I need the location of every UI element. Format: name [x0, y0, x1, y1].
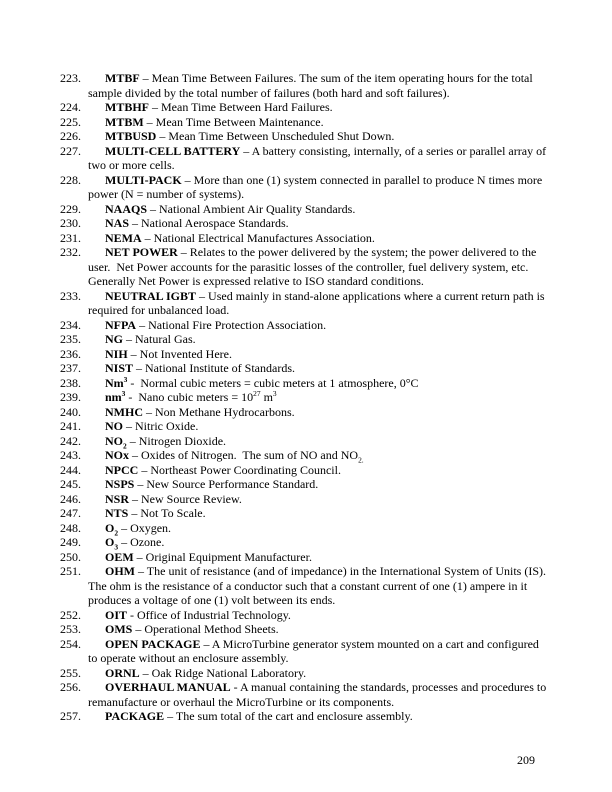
entry-term: NO	[105, 433, 123, 448]
entry-text: – Ozone.	[118, 535, 165, 549]
entry-term: NTS	[105, 506, 129, 520]
page-number: 209	[517, 753, 535, 767]
entry-text: – Mean Time Between Failures. The sum of the item operating hours for the total sample divided by the total number of failures (both hard and soft failures).	[88, 71, 536, 100]
entry-term: 3	[121, 389, 126, 398]
glossary-entry	[60, 405, 550, 420]
entry-text: – Not Invented Here.	[127, 346, 232, 361]
entry-number: 237.	[60, 361, 81, 375]
entry-term: NOx	[105, 448, 129, 462]
entry-term: 2	[123, 440, 127, 450]
glossary-entry	[60, 202, 550, 217]
entry-number: 230.	[60, 216, 81, 230]
entry-number: 256.	[60, 680, 81, 694]
entry-text: - A manual containing the standards, processes and procedures to remanufacture or overhaul the MicroTurbine or its components.	[88, 680, 550, 709]
entry-text: – Nitrogen Dioxide.	[126, 433, 227, 448]
glossary-entry	[60, 71, 550, 100]
glossary-entry	[60, 622, 550, 637]
entry-number: 231.	[60, 230, 81, 245]
entry-number: 248.	[60, 520, 81, 535]
entry-text: – National Aerospace Standards.	[129, 216, 289, 230]
entry-number: 253.	[60, 622, 81, 636]
entry-number: 244.	[60, 462, 81, 477]
entry-text: – National Institute of Standards.	[133, 361, 295, 375]
glossary-entry	[60, 463, 550, 478]
glossary-entry	[60, 173, 550, 202]
entry-text: – National Electrical Manufactures Association.	[141, 230, 375, 245]
entry-term: MTBUSD	[105, 129, 157, 143]
glossary-entry	[60, 477, 550, 492]
entry-number: 228.	[60, 172, 81, 187]
entry-number: 246.	[60, 491, 81, 506]
entry-text: - Normal cubic meters = cubic meters at 1 atmosphere, 0°C	[127, 375, 419, 390]
entry-text: – Oxides of Nitrogen. The sum of NO and NO	[129, 448, 359, 462]
glossary-entry	[60, 419, 550, 434]
glossary-entry	[60, 666, 550, 681]
entry-text: – Mean Time Between Hard Failures.	[149, 100, 333, 114]
entry-text: – Original Equipment Manufacturer.	[133, 549, 312, 564]
glossary-entry	[60, 332, 550, 347]
entry-number: 241.	[60, 419, 81, 433]
glossary-entry	[60, 115, 550, 130]
glossary-entry	[60, 521, 550, 536]
glossary-entry	[60, 216, 550, 231]
entry-number: 254.	[60, 636, 81, 651]
entry-term: NG	[105, 332, 123, 346]
glossary-entry	[60, 680, 550, 709]
entry-term: NSPS	[105, 477, 135, 491]
entry-number: 251.	[60, 564, 81, 578]
entry-term: 2	[114, 527, 119, 537]
entry-text: – Natural Gas.	[123, 332, 196, 346]
entry-term: O	[105, 535, 115, 549]
entry-number: 225.	[60, 114, 81, 129]
entry-number: 255.	[60, 665, 81, 680]
glossary-entry	[60, 144, 550, 173]
entry-text: – Relates to the power delivered by the system; the power delivered to the user. Net Power accounts for the parasitic losses of the controller, fuel delivery system, etc. Generally Net Power is expressed relative to ISO standard conditions.	[88, 245, 540, 288]
entry-number: 238.	[60, 375, 81, 390]
entry-number: 245.	[60, 477, 81, 491]
glossary-entry	[60, 506, 550, 521]
entry-text: – A battery consisting, internally, of a series or parallel array of two or more cells.	[88, 143, 550, 172]
entry-term: MTBHF	[105, 100, 149, 114]
entry-term: NEMA	[105, 230, 142, 245]
entry-term: NSR	[105, 491, 130, 506]
entry-text: – Mean Time Between Unscheduled Shut Down.	[156, 129, 395, 143]
entry-term: OVERHAUL MANUAL	[105, 680, 231, 694]
glossary-entry	[60, 376, 550, 391]
entry-term: OIT	[105, 607, 128, 622]
entry-term: O	[105, 520, 115, 535]
glossary-entry	[60, 637, 550, 666]
entry-term: PACKAGE	[105, 709, 165, 723]
glossary-entry	[60, 492, 550, 507]
entry-term: NPCC	[105, 462, 139, 477]
entry-number: 233.	[60, 288, 81, 303]
glossary-entry	[60, 448, 550, 463]
entry-text: – National Fire Protection Association.	[136, 317, 327, 332]
entry-text: – Nitric Oxide.	[123, 419, 199, 433]
glossary-entry	[60, 361, 550, 376]
entry-number: 252.	[60, 607, 81, 622]
glossary-entry	[60, 129, 550, 144]
entry-term: NO	[105, 419, 123, 433]
entry-text: – Oxygen.	[118, 520, 172, 535]
entry-text: m	[260, 390, 273, 404]
entry-number: 242.	[60, 433, 81, 448]
entry-term: MTBF	[105, 71, 140, 85]
entry-number: 236.	[60, 346, 81, 361]
entry-text: – New Source Review.	[129, 491, 242, 506]
entry-text: – Used mainly in stand-alone applications where a current return path is required for unbalanced load.	[88, 288, 548, 317]
entry-term: NAAQS	[105, 201, 148, 216]
entry-text: 2.	[358, 455, 364, 465]
glossary-entry	[60, 245, 550, 289]
entry-text: – Not To Scale.	[128, 506, 206, 520]
entry-term: ORNL	[105, 665, 140, 680]
entry-number: 257.	[60, 709, 81, 723]
glossary-entry	[60, 347, 550, 362]
entry-term: NET POWER	[105, 245, 178, 259]
entry-term: MTBM	[105, 114, 144, 129]
glossary-entry	[60, 709, 550, 724]
glossary-entry	[60, 434, 550, 449]
entry-text: – Oak Ridge National Laboratory.	[139, 665, 307, 680]
entry-number: 234.	[60, 317, 81, 332]
entry-text: – Northeast Power Coordinating Council.	[138, 462, 341, 477]
glossary-entry	[60, 550, 550, 565]
entry-text: - Office of Industrial Technology.	[127, 607, 291, 622]
glossary-list	[60, 71, 550, 724]
entry-text: – Operational Method Sheets.	[132, 622, 279, 636]
entry-number: 243.	[60, 448, 81, 462]
entry-text: - Nano cubic meters = 10	[125, 390, 254, 404]
entry-text: 27	[253, 389, 261, 398]
glossary-entry	[60, 608, 550, 623]
entry-text: – More than one (1) system connected in parallel to produce N times more power (N = number of systems).	[88, 172, 546, 201]
entry-text: – The sum total of the cart and enclosure assembly.	[164, 709, 413, 723]
glossary-entry	[60, 289, 550, 318]
entry-term: MULTI-CELL BATTERY	[105, 143, 241, 158]
glossary-entry	[60, 535, 550, 550]
entry-number: 223.	[60, 71, 81, 85]
entry-text: – A MicroTurbine generator system mounted on a cart and configured to operate without an enclosure assembly.	[88, 636, 542, 665]
entry-term: MULTI-PACK	[105, 172, 182, 187]
entry-term: 3	[123, 374, 128, 384]
entry-text: – Mean Time Between Maintenance.	[143, 114, 324, 129]
entry-term: OPEN PACKAGE	[105, 636, 201, 651]
entry-term: NIST	[105, 361, 134, 375]
entry-term: OEM	[105, 549, 134, 564]
entry-text: – The unit of resistance (and of impedance) in the International System of Units (IS). The ohm is the resistance of a conductor such that a constant current of one (1) ampere in it produces a voltage of one (1) volt between its ends.	[88, 564, 552, 607]
entry-number: 232.	[60, 245, 81, 259]
entry-term: NMHC	[105, 404, 143, 419]
entry-number: 250.	[60, 549, 81, 564]
entry-number: 239.	[60, 390, 81, 404]
entry-text: – New Source Performance Standard.	[134, 477, 319, 491]
entry-text: – National Ambient Air Quality Standards.	[147, 201, 356, 216]
glossary-entry	[60, 100, 550, 115]
entry-number: 240.	[60, 404, 81, 419]
entry-number: 247.	[60, 506, 81, 520]
entry-term: OHM	[105, 564, 135, 578]
entry-term: NEUTRAL IGBT	[105, 288, 197, 303]
glossary-entry	[60, 318, 550, 333]
entry-term: 3	[114, 542, 119, 552]
entry-term: nm	[105, 390, 122, 404]
entry-term: NIH	[105, 346, 128, 361]
entry-number: 224.	[60, 100, 81, 114]
entry-term: NAS	[105, 216, 130, 230]
entry-number: 229.	[60, 201, 81, 216]
entry-number: 227.	[60, 143, 81, 158]
entry-number: 226.	[60, 129, 81, 143]
entry-text: 3	[272, 389, 277, 398]
entry-term: OMS	[105, 622, 133, 636]
entry-number: 249.	[60, 535, 81, 549]
entry-term: NFPA	[105, 317, 137, 332]
glossary-entry	[60, 231, 550, 246]
glossary-entry	[60, 564, 550, 608]
entry-text: – Non Methane Hydrocarbons.	[143, 404, 295, 419]
entry-number: 235.	[60, 332, 81, 346]
entry-term: Nm	[105, 375, 124, 390]
glossary-entry	[60, 390, 550, 405]
